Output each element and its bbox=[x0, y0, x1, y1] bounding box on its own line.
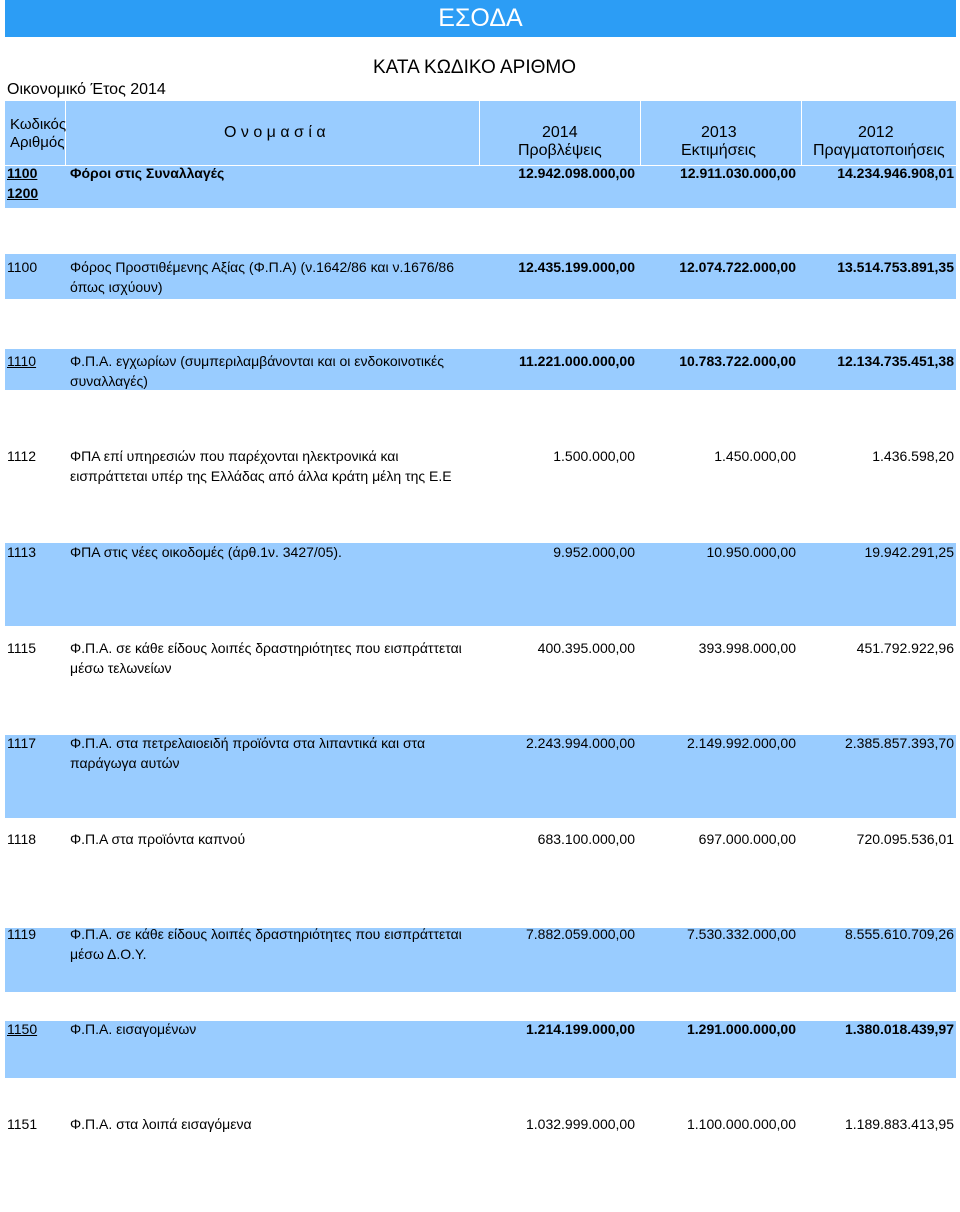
row-value-2012: 1.436.598,20 bbox=[872, 448, 954, 464]
row-code: 1119 bbox=[7, 926, 37, 942]
header-col-2014-label: Προβλέψεις bbox=[518, 142, 602, 159]
row-value-2012: 12.134.735.451,38 bbox=[837, 353, 954, 369]
row-value-2014: 9.952.000,00 bbox=[553, 544, 635, 560]
header-col-2013-label: Εκτιμήσεις bbox=[681, 142, 756, 159]
row-value-2014: 683.100.000,00 bbox=[537, 831, 635, 847]
row-value-2014: 12.435.199.000,00 bbox=[518, 259, 635, 275]
header-col-2014-year: 2014 bbox=[542, 124, 578, 141]
row-code: 1113 bbox=[7, 544, 37, 560]
row-value-2013: 2.149.992.000,00 bbox=[687, 735, 796, 751]
row-value-2013: 393.998.000,00 bbox=[698, 640, 796, 656]
header-col-2012 bbox=[802, 101, 956, 165]
row-name: Φ.Π.Α. στα λοιπά εισαγόμενα bbox=[70, 1116, 252, 1132]
header-code-line2: Αριθμός bbox=[10, 134, 65, 151]
row-name: Φόροι στις Συναλλαγές bbox=[70, 165, 225, 181]
row-value-2012: 720.095.536,01 bbox=[856, 831, 954, 847]
row-value-2012: 1.189.883.413,95 bbox=[845, 1116, 954, 1132]
row-code: 1115 bbox=[7, 640, 37, 656]
row-value-2014: 400.395.000,00 bbox=[537, 640, 635, 656]
row-name: Φ.Π.Α. εισαγομένων bbox=[70, 1021, 197, 1037]
row-code: 1100 1200 bbox=[7, 165, 39, 201]
header-col-2012-label: Πραγματοποιήσεις bbox=[813, 142, 945, 159]
row-value-2014: 1.032.999.000,00 bbox=[526, 1116, 635, 1132]
row-name: ΦΠΑ στις νέες οικοδομές (άρθ.1ν. 3427/05). bbox=[70, 544, 342, 560]
page-subtitle: ΚΑΤΑ ΚΩΔΙΚΟ ΑΡΙΘΜΟ bbox=[373, 57, 576, 78]
header-code-line1: Κωδικός bbox=[10, 116, 67, 133]
row-code: 1110 bbox=[7, 353, 37, 369]
row-value-2013: 1.450.000,00 bbox=[714, 448, 796, 464]
row-value-2013: 697.000.000,00 bbox=[698, 831, 796, 847]
header-col-2013 bbox=[641, 101, 801, 165]
row-name: ΦΠΑ επί υπηρεσιών που παρέχονται ηλεκτρονικά και εισπράττεται υπέρ της Ελλάδας από άλλα κράτη μέλη της Ε.Ε bbox=[70, 448, 452, 484]
row-value-2013: 7.530.332.000,00 bbox=[687, 926, 796, 942]
row-code: 1118 bbox=[7, 831, 37, 847]
header-name bbox=[66, 101, 479, 165]
header-code bbox=[5, 101, 65, 165]
row-value-2014: 1.500.000,00 bbox=[553, 448, 635, 464]
header-col-2014 bbox=[480, 101, 640, 165]
row-name: Φ.Π.Α. σε κάθε είδους λοιπές δραστηριότητες που εισπράττεται μέσω Δ.Ο.Υ. bbox=[70, 926, 462, 962]
row-code: 1150 bbox=[7, 1021, 38, 1037]
row-value-2012: 2.385.857.393,70 bbox=[845, 735, 954, 751]
row-name: Φ.Π.Α. σε κάθε είδους λοιπές δραστηριότητες που εισπράττεται μέσω τελωνείων bbox=[70, 640, 462, 676]
row-value-2014: 11.221.000.000,00 bbox=[518, 353, 635, 369]
row-value-2014: 2.243.994.000,00 bbox=[526, 735, 635, 751]
row-value-2013: 1.291.000.000,00 bbox=[687, 1021, 796, 1037]
fiscal-year: Οικονομικό Έτος 2014 bbox=[7, 81, 166, 98]
row-value-2012: 451.792.922,96 bbox=[856, 640, 954, 656]
header-name-label: Ο ν ο μ α σ ί α bbox=[224, 124, 326, 141]
row-value-2012: 8.555.610.709,26 bbox=[845, 926, 954, 942]
row-name: Φ.Π.Α στα προϊόντα καπνού bbox=[70, 831, 246, 847]
header-col-2012-year: 2012 bbox=[858, 124, 894, 141]
row-name: Φ.Π.Α. στα πετρελαιοειδή προϊόντα στα λιπαντικά και στα παράγωγα αυτών bbox=[70, 735, 426, 771]
row-value-2012: 1.380.018.439,97 bbox=[845, 1021, 954, 1037]
row-value-2013: 10.783.722.000,00 bbox=[679, 353, 796, 369]
row-value-2014: 12.942.098.000,00 bbox=[518, 165, 635, 181]
row-code: 1100 bbox=[7, 259, 38, 275]
row-value-2013: 1.100.000.000,00 bbox=[687, 1116, 796, 1132]
row-value-2013: 10.950.000,00 bbox=[706, 544, 796, 560]
row-value-2014: 1.214.199.000,00 bbox=[526, 1021, 635, 1037]
row-name: Φόρος Προστιθέμενης Αξίας (Φ.Π.Α) (ν.1642/86 και ν.1676/86 όπως ισχύουν) bbox=[70, 259, 454, 295]
row-code: 1151 bbox=[7, 1116, 38, 1132]
row-value-2012: 13.514.753.891,35 bbox=[837, 259, 954, 275]
row-value-2013: 12.074.722.000,00 bbox=[679, 259, 796, 275]
row-value-2014: 7.882.059.000,00 bbox=[526, 926, 635, 942]
page-title: ΕΣΟΔΑ bbox=[5, 0, 956, 37]
row-name: Φ.Π.Α. εγχωρίων (συμπεριλαμβάνονται και οι ενδοκοινοτικές συναλλαγές) bbox=[70, 353, 444, 389]
row-value-2012: 14.234.946.908,01 bbox=[837, 165, 954, 181]
row-code: 1112 bbox=[7, 448, 37, 464]
row-value-2013: 12.911.030.000,00 bbox=[679, 165, 796, 181]
row-code: 1117 bbox=[7, 735, 37, 751]
header-col-2013-year: 2013 bbox=[701, 124, 737, 141]
row-value-2012: 19.942.291,25 bbox=[864, 544, 954, 560]
